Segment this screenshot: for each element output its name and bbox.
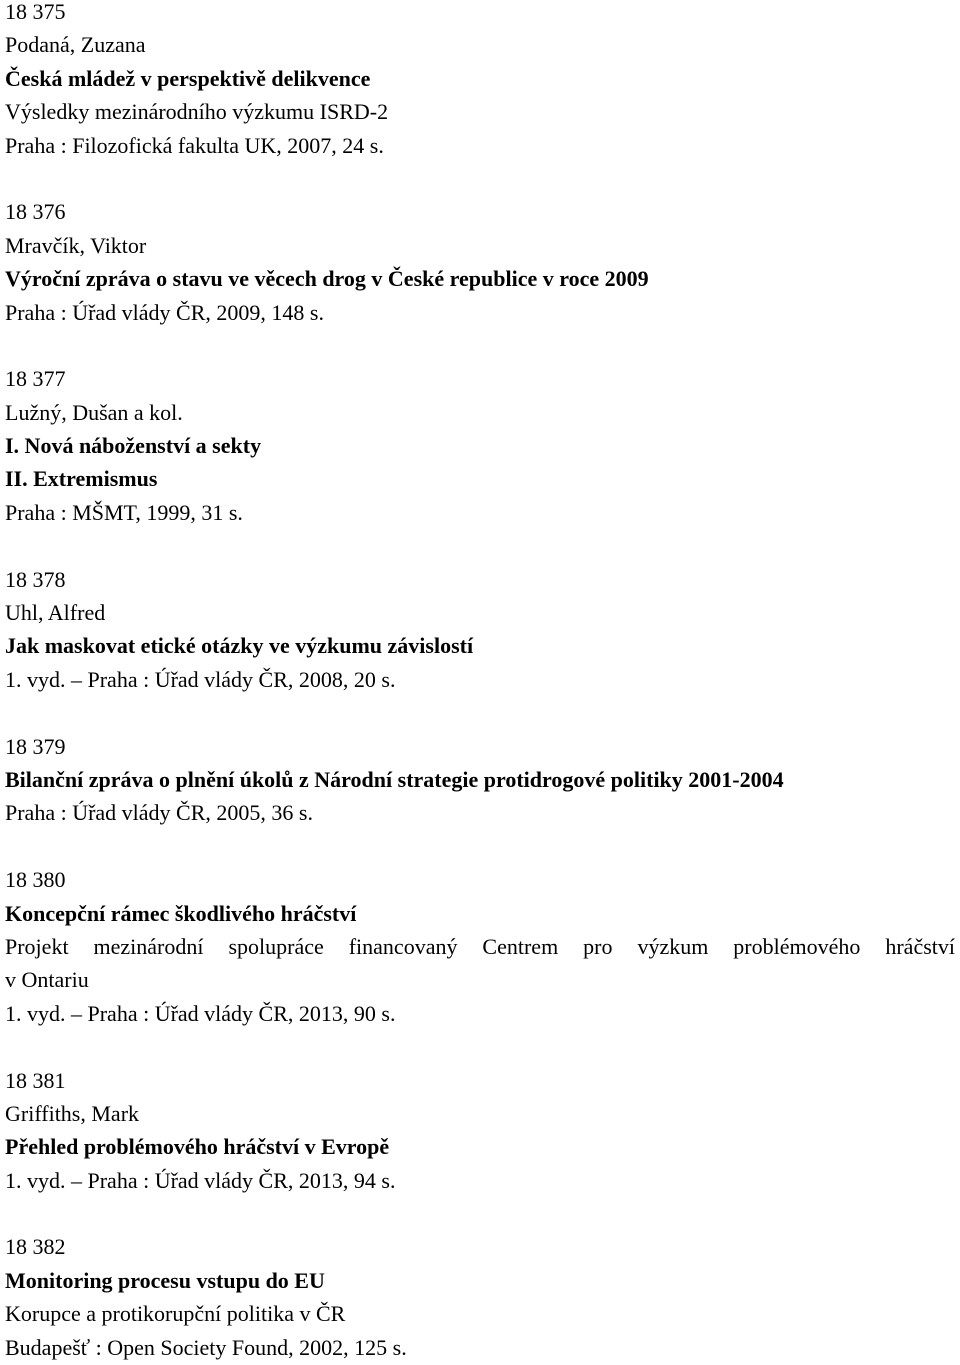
- entry-author: Mravčík, Viktor: [5, 232, 147, 258]
- entry-number: 18 376: [5, 199, 66, 225]
- entry-separator: [5, 162, 960, 195]
- entry-title: Koncepční rámec škodlivého hráčství: [5, 900, 357, 926]
- entry-title: Monitoring procesu vstupu do EU: [5, 1267, 325, 1293]
- entry-18378: [5, 563, 960, 697]
- entry-subtitle: Výsledky mezinárodního výzkumu ISRD-2: [5, 99, 389, 125]
- entry-18382: [5, 1230, 960, 1364]
- entry-title: Přehled problémového hráčství v Evropě: [5, 1134, 390, 1160]
- entry-author: Podaná, Zuzana: [5, 32, 146, 58]
- entry-title: Česká mládež v perspektivě delikvence: [5, 65, 371, 91]
- entry-subtitle: Projekt mezinárodní spolupráce financovaný Centrem pro výzkum problémového hráčství: [5, 933, 955, 959]
- entry-18375: [5, 0, 960, 162]
- entry-publication: Praha : MŠMT, 1999, 31 s.: [5, 499, 243, 525]
- bibliography-list: [5, 0, 960, 1364]
- entry-author: Lužný, Dušan a kol.: [5, 399, 183, 425]
- entry-separator: [5, 1197, 960, 1230]
- entry-number: 18 375: [5, 0, 66, 24]
- entry-title: Bilanční zpráva o plnění úkolů z Národní strategie protidrogové politiky 2001-2004: [5, 766, 784, 792]
- entry-title: I. Nová náboženství a sekty: [5, 433, 262, 459]
- entry-18379: [5, 730, 960, 830]
- entry-separator: [5, 329, 960, 362]
- entry-number: 18 380: [5, 867, 66, 893]
- entry-18376: [5, 195, 960, 329]
- entry-number: 18 378: [5, 566, 66, 592]
- entry-18377: [5, 362, 960, 529]
- entry-number: 18 377: [5, 366, 66, 392]
- entry-number: 18 379: [5, 733, 66, 759]
- entry-number: 18 381: [5, 1067, 66, 1093]
- entry-author: Uhl, Alfred: [5, 600, 106, 626]
- entry-separator: [5, 696, 960, 729]
- entry-publication: 1. vyd. – Praha : Úřad vlády ČR, 2013, 90 s.: [5, 1000, 396, 1026]
- entry-author: Griffiths, Mark: [5, 1100, 140, 1126]
- entry-separator: [5, 1030, 960, 1063]
- entry-separator: [5, 529, 960, 562]
- entry-publication: 1. vyd. – Praha : Úřad vlády ČR, 2013, 94 s.: [5, 1167, 396, 1193]
- entry-number: 18 382: [5, 1234, 66, 1260]
- entry-publication: Budapešť : Open Society Found, 2002, 125 s.: [5, 1334, 407, 1360]
- entry-publication: Praha : Filozofická fakulta UK, 2007, 24 s.: [5, 132, 384, 158]
- entry-separator: [5, 830, 960, 863]
- entry-publication: 1. vyd. – Praha : Úřad vlády ČR, 2008, 20 s.: [5, 666, 396, 692]
- entry-subtitle-continued: v Ontariu: [5, 967, 89, 993]
- entry-title-part-two: II. Extremismus: [5, 466, 158, 492]
- entry-publication: Praha : Úřad vlády ČR, 2009, 148 s.: [5, 299, 324, 325]
- entry-title: Jak maskovat etické otázky ve výzkumu závislostí: [5, 633, 474, 659]
- entry-18380: [5, 863, 960, 1030]
- entry-18381: [5, 1064, 960, 1198]
- entry-title: Výroční zpráva o stavu ve věcech drog v České republice v roce 2009: [5, 266, 649, 292]
- entry-subtitle: Korupce a protikorupční politika v ČR: [5, 1301, 346, 1327]
- entry-publication: Praha : Úřad vlády ČR, 2005, 36 s.: [5, 800, 313, 826]
